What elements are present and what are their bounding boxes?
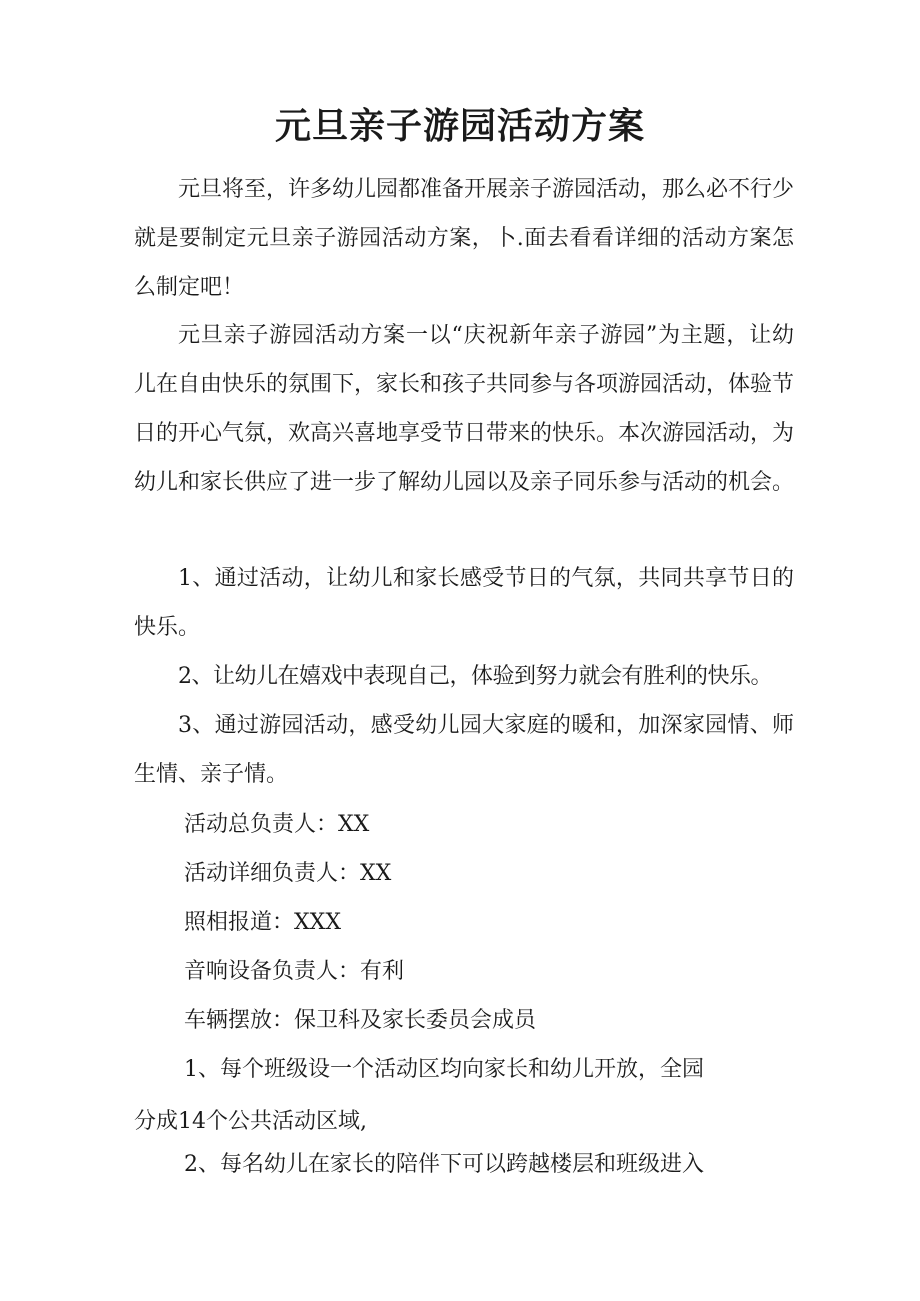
staff-line-1: 活动总负责人：XX	[184, 812, 370, 837]
staff-line-5: 车辆摆放：保卫科及家长委员会成员	[184, 1008, 537, 1033]
arrangement-1-line-2: 分成14个公共活动区域,	[134, 1109, 367, 1134]
arrangement-1-line-1: 1、每个班级设一个活动区均向家长和幼儿开放，全园	[184, 1057, 704, 1082]
goal-item-1: 1、通过活动，让幼儿和家长感受节日的气氛，共同共享节日的快乐。	[134, 566, 794, 640]
intro-paragraph: 元旦将至，许多幼儿园都准备开展亲子游园活动，那么必不行少就是要制定元旦亲子游园活动方案，卜.面去看看详细的活动方案怎么制定吧！	[134, 177, 795, 300]
goal-item-2: 2、让幼儿在嬉戏中表现自己，体验到努力就会有胜利的快乐。	[178, 664, 772, 689]
goal-item-3: 3、通过游园活动，感受幼儿园大家庭的暖和，加深家园情、师生情、亲子情。	[134, 713, 794, 787]
theme-paragraph: 元旦亲子游园活动方案一以“庆祝新年亲子游园”为主题，让幼儿在自由快乐的氛围下，家长和孩子共同参与各项游园活动，体验节日的开心气氛，欢高兴喜地享受节日带来的快乐。本次游园活动，为幼儿和家长供应了进一步了解幼儿园以及亲子同乐参与活动的机会。	[134, 323, 795, 495]
staff-line-2: 活动详细负责人：XX	[184, 861, 392, 886]
staff-line-3: 照相报道：XXX	[184, 910, 341, 935]
document-title: 元旦亲子游园活动方案	[274, 105, 645, 147]
arrangement-2: 2、每名幼儿在家长的陪伴下可以跨越楼层和班级进入	[184, 1152, 704, 1177]
staff-line-4: 音响设备负责人：有利	[184, 959, 405, 984]
